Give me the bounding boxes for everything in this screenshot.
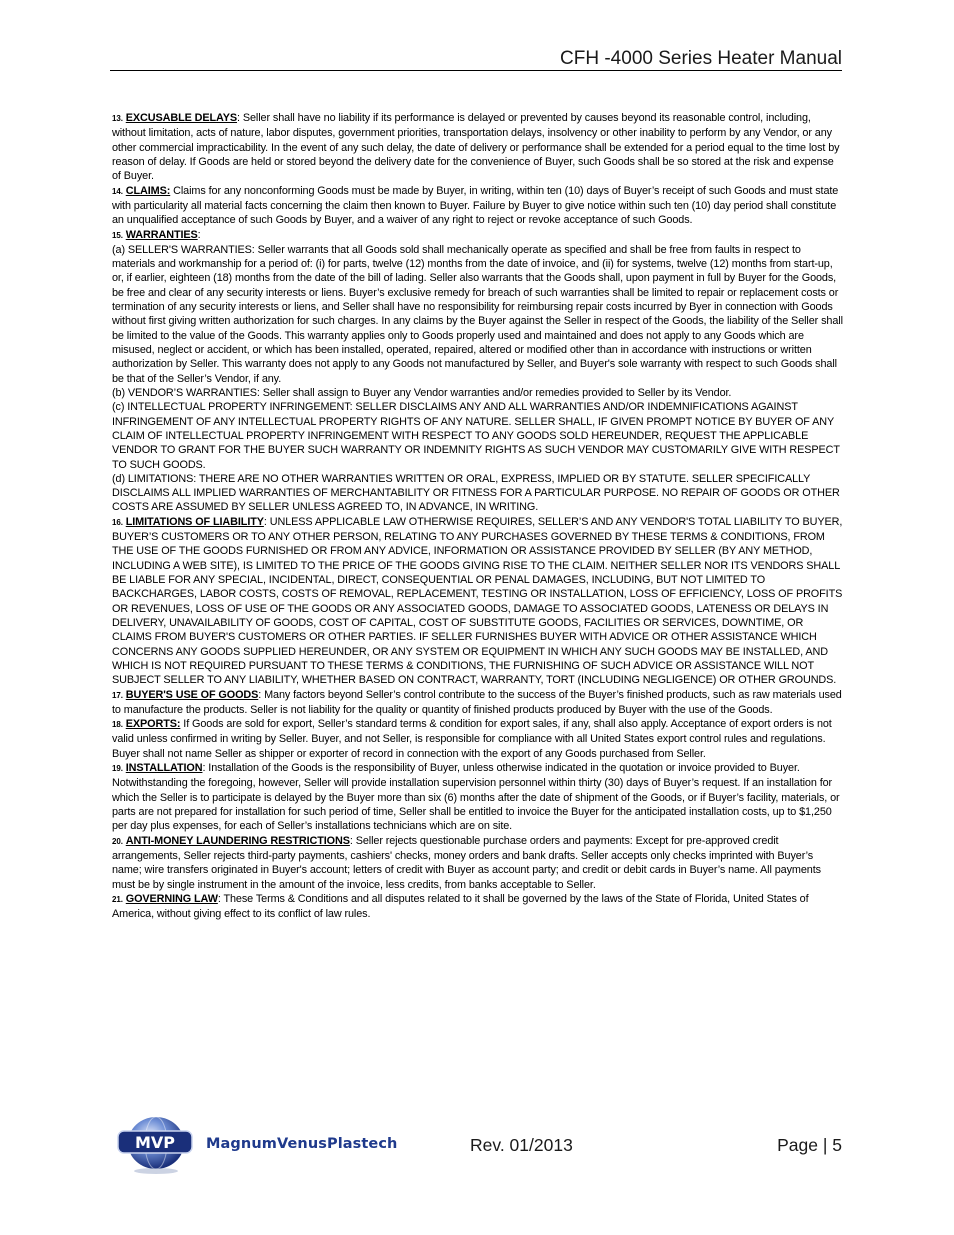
section-warranties: 15. WARRANTIES: <box>112 228 201 241</box>
section-text: If Goods are sold for export, Seller’s standard terms & condition for export sales, if any, shall also apply. Acceptance of export orders is not valid unless confirmed in writing by Seller. Buyer, and not Seller, is responsible for compliance with all United States export control rules and regulations. Buyer shall not name Seller as shipper or exporter of record in connection with the export of any Goods purchased from Seller. <box>112 718 832 760</box>
section-heading: EXPORTS: <box>125 718 181 731</box>
section-heading: EXCUSABLE DELAYS <box>125 112 238 124</box>
section-installation: 19. INSTALLATION: Installation of the Goods is the responsibility of Buyer, unless otherwise indicated in the quotation or invoice provided to Buyer. Notwithstanding the foregoing, however, Seller will provide installation supervision personnel within thirty (30) days of Buyer’s request. If an installation for which the Seller is to participate is delayed by the Buyer more than six (6) months after the date of shipment of the Goods, or if Buyer’s facility, materials, or parts are not prepared for installation for such period of time, Seller shall be entitled to invoice the Buyer for the anticipated installation costs, up to $1,250 per day plus expenses, for each of Seller’s installations technicians which are on site. <box>112 762 840 833</box>
mvp-globe-icon <box>116 1115 206 1175</box>
section-text: : These Terms & Conditions and all disputes related to it shall be governed by the laws of the State of Florida, United States of America, without giving effect to its conflict of law rules. <box>112 892 809 921</box>
section-heading: GOVERNING LAW <box>125 892 218 905</box>
section-text: : Many factors beyond Seller’s control contribute to the success of the Buyer’s finished products, such as raw materials used to manufacture the products. Seller is not liability for the quality or quantity of finished products produced by Buyer with the use of the Goods. <box>112 688 842 716</box>
section-anti-money-laundering: 20. ANTI-MONEY LAUNDERING RESTRICTIONS: Seller rejects questionable purchase orders and payments: Except for pre-approved credit arrangements, Seller rejects third-party payments, cashiers' checks, money orders and bank drafts. Seller accepts only checks imprinted with Buyer’s name; wire transfers originated in Buyer's account; letters of credit with Buyer as account party; and credit or debit cards in Buyer’s name. All payments must be by single instrument in the amount of the invoice, less credits, from banks acceptable to Seller. <box>112 834 821 891</box>
section-heading: CLAIMS: <box>125 184 171 197</box>
section-governing-law: 21. GOVERNING LAW: These Terms & Conditions and all disputes related to it shall be governed by the laws of the State of Florida, United States of America, without giving effect to its conflict of law rules. <box>112 892 809 921</box>
section-heading: LIMITATIONS OF LIABILITY <box>125 515 264 528</box>
company-logo <box>116 1115 416 1175</box>
section-heading: WARRANTIES <box>125 228 198 241</box>
section-excusable-delays: 13. EXCUSABLE DELAYS: Seller shall have no liability if its performance is delayed or prevented by causes beyond its reasonable control, including, without limitation, acts of nature, labor disputes, government priorities, transportation delays, insolvency or other inability to perform by any Vendor, or any other commercial impracticability. In the event of any such delay, the date of delivery or performance shall be extended for a period equal to the time lost by reason of delay. If Goods are held or stored beyond the delivery date for the convenience of Buyer, such Goods shall be so stored at the risk and expense of Buyer. <box>112 112 840 183</box>
section-buyers-use-of-goods: 17. BUYER'S USE OF GOODS: Many factors beyond Seller’s control contribute to the success of the Buyer’s finished products, such as raw materials used to manufacture the products. Seller is not liability for the quality or quantity of finished products produced by Buyer with the use of the Goods. <box>112 688 842 716</box>
manual-title: CFH -4000 Series Heater Manual <box>560 48 842 69</box>
section-text: : UNLESS APPLICABLE LAW OTHERWISE REQUIRES, SELLER’S AND ANY VENDOR'S TOTAL LIABILITY TO BUYER, BUYER’S CUSTOMERS OR TO ANY OTHER PERSON, RELATING TO ANY PURCHASES GOVERNED BY THESE TERMS & CONDITIONS, FROM THE USE OF THE GOODS FURNISHED OR FROM ANY ADVICE, INFORMATION OR ASSISTANCE PROVIDED BY SELLER (BY ANY METHOD, INCLUDING A WEB SITE), IS LIMITED TO THE PRICE OF THE GOODS GIVING RISE TO THE CLAIM. NEITHER SELLER NOR ITS VENDORS SHALL BE LIABLE FOR ANY SPECIAL, INCIDENTAL, DIRECT, CONSEQUENTIAL OR PENAL DAMAGES, INCLUDING, BUT NOT LIMITED TO BACKCHARGES, LABOR COSTS, COSTS OF REMOVAL, REPLACEMENT, TESTING OR INSTALLATION, LOSS OF EFFICIENCY, LOSS OF PROFITS OR REVENUES, LOSS OF USE OF THE GOODS OR ANY ASSOCIATED GOODS, DAMAGE TO ASSOCIATED GOODS, LATENESS OR DELAYS IN DELIVERY, UNAVAILABILITY OF GOODS, COST OF CAPITAL, COST OF SUBSTITUTE GOODS, FACILITIES OR SERVICES, DOWNTIME, OR CLAIMS FROM BUYER'S CUSTOMERS OR OTHER PARTIES. IF SELLER FURNISHES BUYER WITH ADVICE OR OTHER ASSISTANCE WHICH CONCERNS ANY GOODS SUPPLIED HEREUNDER, OR ANY SYSTEM OR EQUIPMENT IN WHICH ANY SUCH GOODS MAY BE INSTALLED, AND WHICH IS NOT REQUIRED PURSUANT TO THESE TERMS & CONDITIONS, THE FURNISHING OF SUCH ADVICE OR ASSISTANCE WILL NOT SUBJECT SELLER TO ANY LIABILITY, WHETHER BASED ON CONTRACT, WARRANTY, TORT (INCLUDING NEGLIGENCE) OR OTHER GROUNDS. <box>112 515 843 687</box>
section-text: : Seller rejects questionable purchase orders and payments: Except for pre-approved credit arrangements, Seller rejects third-party payments, cashiers' checks, money orders and bank drafts. Seller accepts only checks imprinted with Buyer’s name; wire transfers originated in Buyer's account; letters of credit with Buyer as account party; and credit or debit cards in Buyer’s name. All payments must be by single instrument in the amount of the invoice, less credits, from banks acceptable to Seller. <box>112 834 821 891</box>
warranty-clause-d: (d) LIMITATIONS: THERE ARE NO OTHER WARRANTIES WRITTEN OR ORAL, EXPRESS, IMPLIED OR BY STATUTE. SELLER SPECIFICALLY DISCLAIMS ALL IMPLIED WARRANTIES OF MERCHANTABILITY OR FITNESS FOR A PARTICULAR PURPOSE. NO REPAIR OF GOODS OR OTHER COSTS ARE ASSUMED BY SELLER UNLESS AGREED TO, IN ADVANCE, IN WRITING. <box>112 472 840 514</box>
page-header <box>110 46 842 71</box>
section-heading: ANTI-MONEY LAUNDERING RESTRICTIONS <box>125 834 350 847</box>
logo-wordmark: MagnumVenusPlastech <box>206 1136 398 1152</box>
section-text: : Seller shall have no liability if its performance is delayed or prevented by causes beyond its reasonable control, including, without limitation, acts of nature, labor disputes, government priorities, transportation delays, insolvency or other inability to perform by any Vendor, or any other commercial impracticability. In the event of any such delay, the date of delivery or performance shall be extended for a period equal to the time lost by reason of delay. If Goods are held or stored beyond the delivery date for the convenience of Buyer, such Goods shall be so stored at the risk and expense of Buyer. <box>112 112 840 183</box>
logo-badge: MVP <box>134 1133 176 1152</box>
warranty-clause-a: (a) SELLER'S WARRANTIES: Seller warrants that all Goods sold shall mechanically operate as specified and shall be free from faults in respect to materials and workmanship for a period of: (i) for parts, twelve (12) months from the date of invoice, and (ii) for systems, twelve (12) months from start-up, or, if earlier, eighteen (18) months from the date of the bill of lading. Seller also warrants that the Goods shall, upon payment in full by Buyer for the Goods, be free and clear of any security interests or liens. Buyer’s exclusive remedy for breach of such warranties shall be limited to repair or replacement costs or termination of any security interests or liens, and Seller shall have no responsibility for reimbursing repair costs incurred by Byer in connection with Goods without first giving written authorization for such charges. In any claims by the Buyer against the Seller in respect of the Goods, the liability of the Seller shall be limited to the value of the Goods. This warranty applies only to Goods properly used and maintained and does not apply to any Goods which are misused, neglect or accident, or which has been installed, operated, repaired, altered or modified other than in accordance with instructions or written authorization by Seller. This warranty does not apply to any Goods not manufactured by Seller, and Buyer's sole warranty with respect to such Goods shall be that of the Seller’s Vendor, if any. <box>112 243 843 385</box>
section-text: : <box>197 228 201 241</box>
section-text: : Installation of the Goods is the responsibility of Buyer, unless otherwise indicated in the quotation or invoice provided to Buyer. Notwithstanding the foregoing, however, Seller will provide installation supervision personnel within thirty (30) days of Buyer’s request. If an installation for which the Seller is to participate is delayed by the Buyer more than six (6) months after the date of shipment of the Goods, or if Buyer’s facility, materials, or parts are not prepared for installation for such period of time, Seller shall be entitled to invoice the Buyer for the anticipated installation costs, up to $1,250 per day plus expenses, for each of Seller’s installations technicians which are on site. <box>112 762 840 833</box>
warranty-clause-b: (b) VENDOR’S WARRANTIES: Seller shall assign to Buyer any Vendor warranties and/or remedies provided to Seller by its Vendor. <box>112 386 732 399</box>
section-exports: 18. EXPORTS: If Goods are sold for export, Seller’s standard terms & condition for export sales, if any, shall also apply. Acceptance of export orders is not valid unless confirmed in writing by Seller. Buyer, and not Seller, is responsible for compliance with all United States export control rules and regulations. Buyer shall not name Seller as shipper or exporter of record in connection with the export of any Goods purchased from Seller. <box>112 718 832 760</box>
terms-body <box>112 111 844 922</box>
section-heading: BUYER'S USE OF GOODS <box>125 688 259 701</box>
section-heading: INSTALLATION <box>125 762 203 775</box>
section-claims: 14. CLAIMS: Claims for any nonconforming Goods must be made by Buyer, in writing, within ten (10) days of Buyer’s receipt of such Goods and must state with particularity all material facts concerning the claim then known to Buyer. Failure by Buyer to give notice within such ten (10) day period shall constitute an unqualified acceptance of such Goods by Buyer, and a waiver of any right to reject or revoke acceptance of such Goods. <box>112 184 839 227</box>
section-text: Claims for any nonconforming Goods must be made by Buyer, in writing, within ten (10) days of Buyer’s receipt of such Goods and must state with particularity all material facts concerning the claim then known to Buyer. Failure by Buyer to give notice within such ten (10) day period shall constitute an unqualified acceptance of such Goods by Buyer, and a waiver of any right to reject or revoke acceptance of such Goods. <box>112 184 839 227</box>
page-number: Page | 5 <box>777 1135 842 1155</box>
section-limitations-of-liability: 16. LIMITATIONS OF LIABILITY: UNLESS APPLICABLE LAW OTHERWISE REQUIRES, SELLER’S AND ANY VENDOR'S TOTAL LIABILITY TO BUYER, BUYER’S CUSTOMERS OR TO ANY OTHER PERSON, RELATING TO ANY PURCHASES GOVERNED BY THESE TERMS & CONDITIONS, FROM THE USE OF THE GOODS FURNISHED OR FROM ANY ADVICE, INFORMATION OR ASSISTANCE PROVIDED BY SELLER (BY ANY METHOD, INCLUDING A WEB SITE), IS LIMITED TO THE PRICE OF THE GOODS GIVING RISE TO THE CLAIM. NEITHER SELLER NOR ITS VENDORS SHALL BE LIABLE FOR ANY SPECIAL, INCIDENTAL, DIRECT, CONSEQUENTIAL OR PENAL DAMAGES, INCLUDING, BUT NOT LIMITED TO BACKCHARGES, LABOR COSTS, COSTS OF REMOVAL, REPLACEMENT, TESTING OR INSTALLATION, LOSS OF EFFICIENCY, LOSS OF PROFITS OR REVENUES, LOSS OF USE OF THE GOODS OR ANY ASSOCIATED GOODS, DAMAGE TO ASSOCIATED GOODS, LATENESS OR DELAYS IN DELIVERY, UNAVAILABILITY OF GOODS, COST OF CAPITAL, COST OF SUBSTITUTE GOODS, FACILITIES OR SERVICES, DOWNTIME, OR CLAIMS FROM BUYER'S CUSTOMERS OR OTHER PARTIES. IF SELLER FURNISHES BUYER WITH ADVICE OR OTHER ASSISTANCE WHICH CONCERNS ANY GOODS SUPPLIED HEREUNDER, OR ANY SYSTEM OR EQUIPMENT IN WHICH ANY SUCH GOODS MAY BE INSTALLED, AND WHICH IS NOT REQUIRED PURSUANT TO THESE TERMS & CONDITIONS, THE FURNISHING OF SUCH ADVICE OR ASSISTANCE WILL NOT SUBJECT SELLER TO ANY LIABILITY, WHETHER BASED ON CONTRACT, WARRANTY, TORT (INCLUDING NEGLIGENCE) OR OTHER GROUNDS. <box>112 515 843 687</box>
page-footer <box>110 1115 842 1175</box>
warranty-clause-c: (c) INTELLECTUAL PROPERTY INFRINGEMENT: SELLER DISCLAIMS ANY AND ALL WARRANTIES AND/OR INDEMNIFICATIONS AGAINST INFRINGEMENT OF ANY INTELLECTUAL PROPERTY RIGHTS OF ANY NATURE. SELLER SHALL, IF GIVEN PROMPT NOTICE BY BUYER OF ANY CLAIM OF INTELLECTUAL PROPERTY INFRINGEMENT WITH RESPECT TO ANY GOODS SOLD HEREUNDER, REQUEST THE APPLICABLE VENDOR TO GRANT FOR THE BUYER SUCH WARRANTY OR INDEMNITY RIGHTS AS SUCH VENDOR MAY CUSTOMARILY GIVE WITH RESPECT TO SUCH GOODS. <box>112 401 840 471</box>
revision-label: Rev. 01/2013 <box>470 1135 573 1155</box>
